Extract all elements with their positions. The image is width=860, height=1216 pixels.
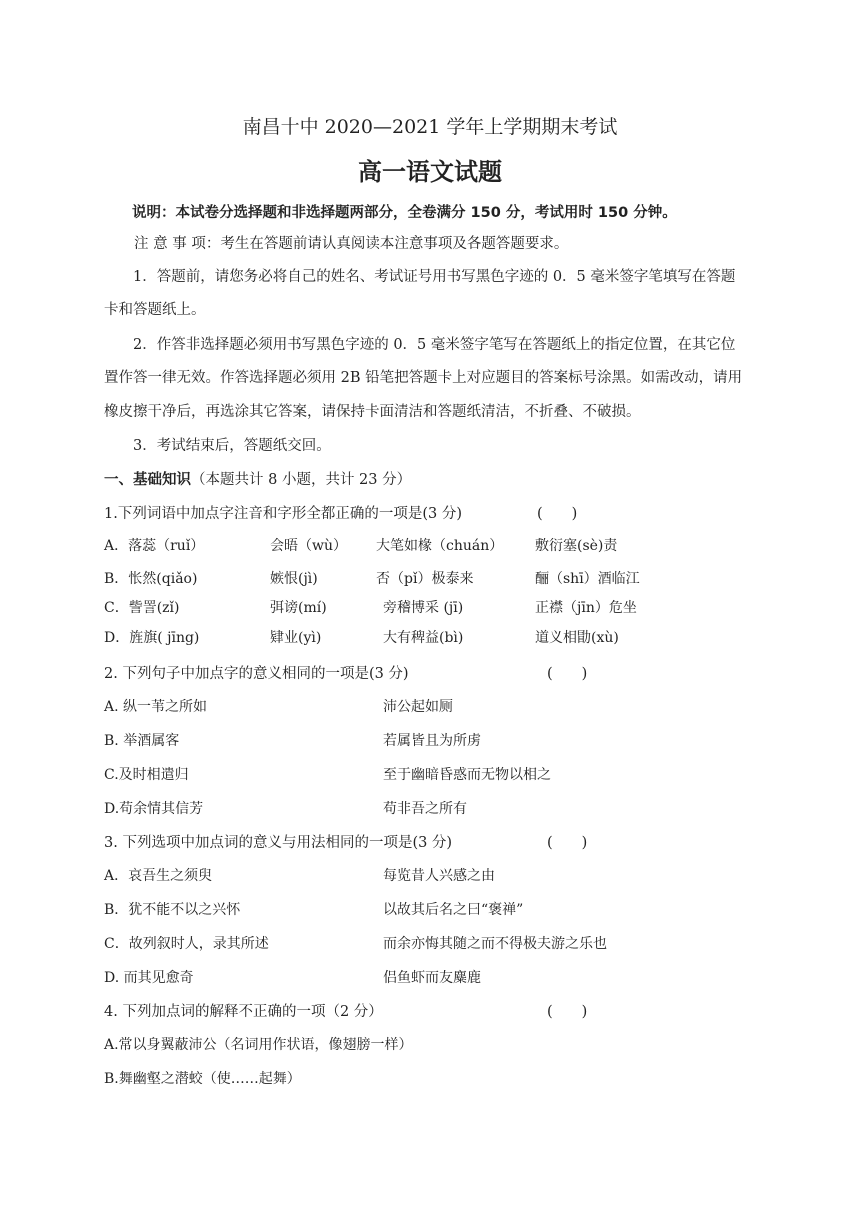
q1-answer-bracket: ( ): [537, 506, 578, 522]
q1-option-d-2: 肄业(yì): [270, 630, 322, 646]
q1-option-b-2: 嫉恨(jì): [270, 571, 318, 587]
q2-option-b-right: 若属皆且为所虏: [383, 733, 481, 749]
q1-stem: 1.下列词语中加点字注音和字形全都正确的一项是(3 分): [104, 506, 462, 522]
q1-option-a-4: 敷衍塞(sè)责: [535, 538, 618, 554]
q3-option-c-left: C．故列叙时人，录其所述: [104, 936, 269, 952]
q2-answer-bracket: ( ): [547, 666, 588, 682]
q4-option-b: B.舞幽壑之潜蛟（使……起舞）: [104, 1071, 301, 1087]
q1-option-c-2: 弭谤(mí): [270, 600, 327, 616]
section-heading-note: （本题共计 8 小题，共计 23 分）: [191, 472, 412, 488]
q3-option-a-right: 每览昔人兴感之由: [383, 868, 495, 884]
q1-option-c-3: 旁稽博采 (jī): [383, 600, 464, 616]
q1-option-d-1: D．旌旗( jīng): [104, 630, 200, 646]
q1-option-b-1: B．怅然(qiǎo): [104, 571, 198, 587]
q1-option-c-4: 正襟（jīn）危坐: [535, 600, 637, 616]
q4-stem: 4. 下列加点词的解释不正确的一项（2 分）: [104, 1004, 383, 1020]
attention-line: 注 意 事 项：考生在答题前请认真阅读本注意事项及各题答题要求。: [134, 236, 569, 252]
q2-option-b-left: B. 举酒属客: [104, 733, 180, 749]
q4-option-a: A.常以身翼蔽沛公（名词用作状语，像翅膀一样）: [104, 1037, 413, 1053]
q1-option-d-3: 大有稗益(bì): [383, 630, 464, 646]
q4-answer-bracket: ( ): [547, 1004, 588, 1020]
q1-option-a-1: A．落蕊（ruǐ）: [104, 538, 205, 554]
section-heading-row: [104, 470, 411, 490]
instruction-2a: 2．作答非选择题必须用书写黑色字迹的 0．5 毫米签字笔写在答题纸上的指定位置，在其它位: [133, 337, 736, 353]
q2-option-d-left: D.苟余情其信芳: [104, 801, 204, 817]
instruction-2c: 橡皮擦干净后，再选涂其它答案，请保持卡面清洁和答题纸清洁，不折叠、不破损。: [104, 404, 641, 420]
q2-stem: 2. 下列句子中加点字的意义相同的一项是(3 分): [104, 666, 409, 682]
q1-option-a-2: 会晤（wù）: [270, 538, 347, 554]
q1-option-a-3: 大笔如椽（chuán）: [376, 538, 504, 554]
instruction-3: 3．考试结束后，答题纸交回。: [133, 438, 331, 454]
q3-option-d-left: D. 而其见愈奇: [104, 970, 194, 986]
q3-option-b-right: 以故其后名之曰“褒禅”: [383, 902, 524, 918]
instruction-1b: 卡和答题纸上。: [104, 302, 206, 318]
q3-option-c-right: 而余亦悔其随之而不得极夫游之乐也: [383, 936, 607, 952]
q2-option-a-right: 沛公起如厕: [383, 699, 453, 715]
q1-option-b-4: 酾（shī）酒临江: [535, 571, 640, 587]
q3-option-d-right: 侣鱼虾而友麋鹿: [383, 970, 481, 986]
q1-option-d-4: 道义相勖(xù): [535, 630, 619, 646]
q3-option-b-left: B．犹不能不以之兴怀: [104, 902, 241, 918]
q3-answer-bracket: ( ): [547, 835, 588, 851]
section-heading: 一、基础知识: [104, 472, 191, 488]
q2-option-d-right: 苟非吾之所有: [383, 801, 467, 817]
exam-note: 说明：本试卷分选择题和非选择题两部分，全卷满分 150 分，考试用时 150 分钟。: [132, 205, 677, 221]
q1-option-b-3: 否（pǐ）极泰来: [376, 571, 474, 587]
q2-option-c-right: 至于幽暗昏惑而无物以相之: [383, 767, 551, 783]
instruction-2b: 置作答一律无效。作答选择题必须用 2B 铅笔把答题卡上对应题目的答案标号涂黑。如需改动，请用: [104, 370, 743, 386]
q3-option-a-left: A．哀吾生之须臾: [104, 868, 213, 884]
exam-title: 南昌十中 2020—2021 学年上学期期末考试: [242, 116, 618, 138]
q1-option-c-1: C．訾詈(zǐ): [104, 600, 180, 616]
q3-stem: 3. 下列选项中加点词的意义与用法相同的一项是(3 分): [104, 835, 453, 851]
q2-option-a-left: A. 纵一苇之所如: [104, 699, 208, 715]
exam-subtitle: 高一语文试题: [358, 158, 502, 186]
q2-option-c-left: C.及时相遣归: [104, 767, 189, 783]
instruction-1a: 1．答题前，请您务必将自己的姓名、考试证号用书写黑色字迹的 0．5 毫米签字笔填写在答题: [133, 269, 736, 285]
